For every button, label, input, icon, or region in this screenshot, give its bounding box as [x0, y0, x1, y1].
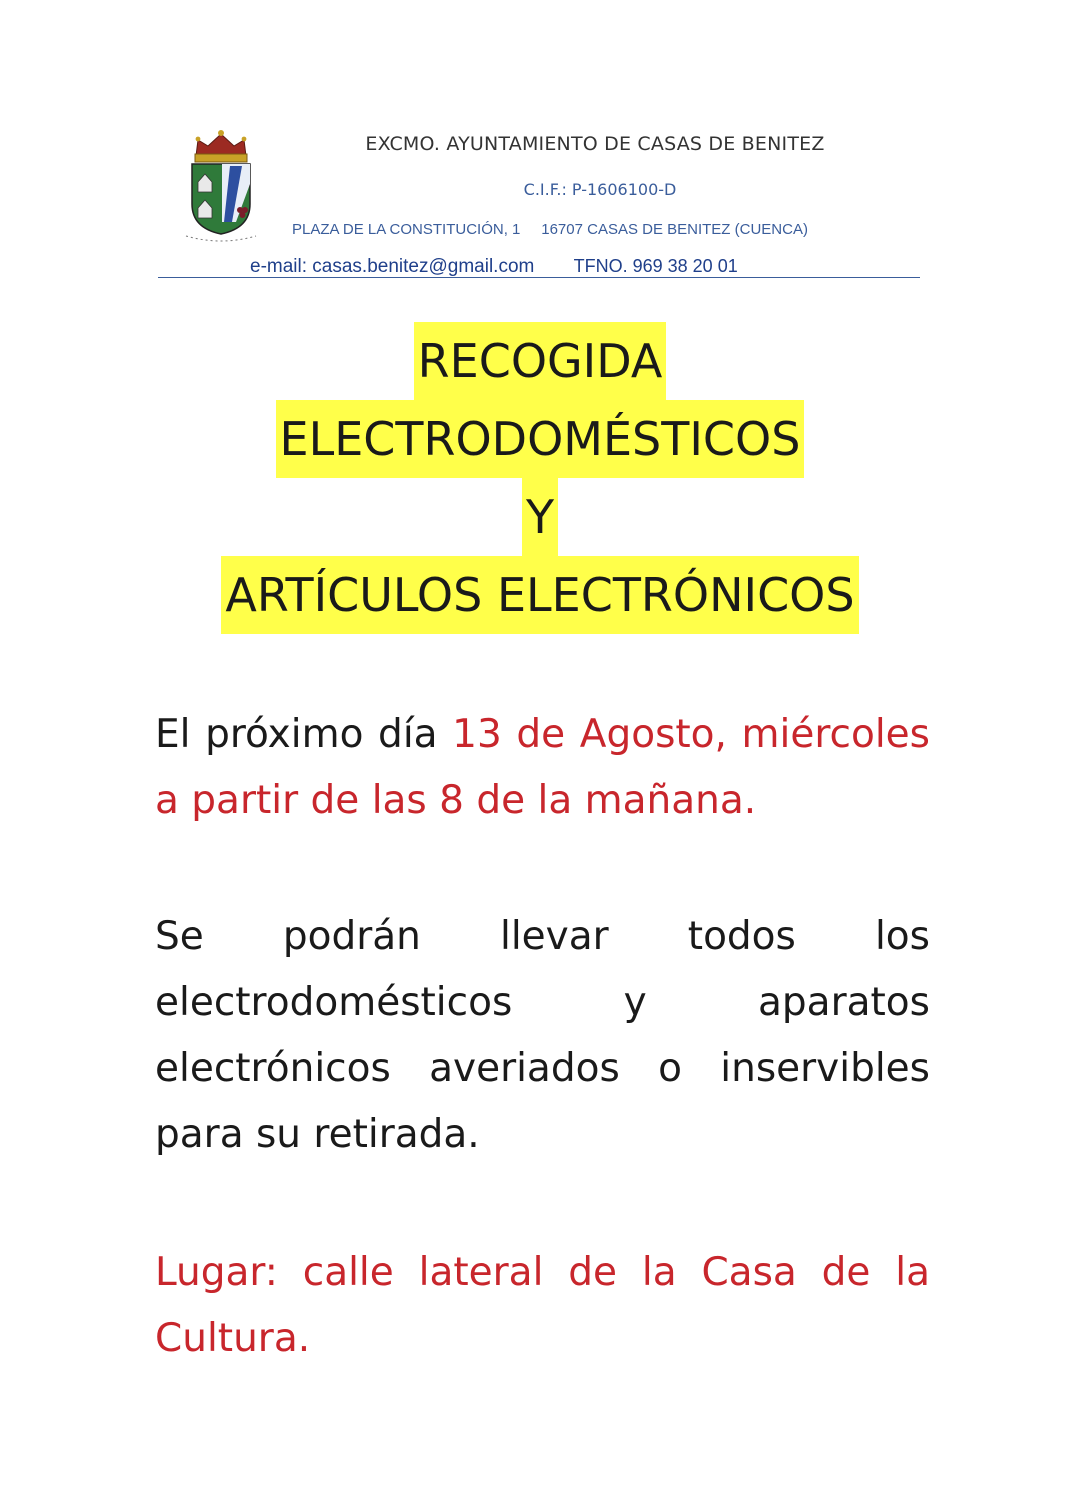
- title-line-3: Y: [522, 478, 558, 556]
- header-divider: [158, 277, 920, 278]
- postal-address: PLAZA DE LA CONSTITUCIÓN, 1 16707 CASAS DE BENITEZ (CUENCA): [292, 221, 808, 238]
- notice-title: [0, 322, 1080, 634]
- municipal-coat-of-arms-icon: [182, 126, 260, 244]
- phone-number: TFNO. 969 38 20 01: [573, 256, 738, 276]
- title-line-4: ARTÍCULOS ELECTRÓNICOS: [221, 556, 858, 634]
- municipality-title: EXCMO. AYUNTAMIENTO DE CASAS DE BENITEZ: [365, 133, 825, 155]
- title-line-2: ELECTRODOMÉSTICOS: [276, 400, 805, 478]
- location-paragraph: Lugar: calle lateral de la Casa de la Cultura.: [155, 1250, 930, 1361]
- contact-line: [250, 256, 738, 278]
- email-address: e-mail: casas.benitez@gmail.com: [250, 256, 535, 277]
- date-intro: El próximo día: [155, 712, 453, 757]
- tax-id: C.I.F.: P-1606100-D: [523, 180, 677, 199]
- description-paragraph: Se podrán llevar todos los electrodomésticos y aparatos electrónicos averiados o inservibles para su retirada.: [155, 914, 930, 1157]
- event-date-paragraph: [155, 702, 930, 834]
- title-line-1: RECOGIDA: [414, 322, 667, 400]
- event-date-time: 13 de Agosto, miércoles a partir de las 8 de la mañana.: [155, 712, 930, 823]
